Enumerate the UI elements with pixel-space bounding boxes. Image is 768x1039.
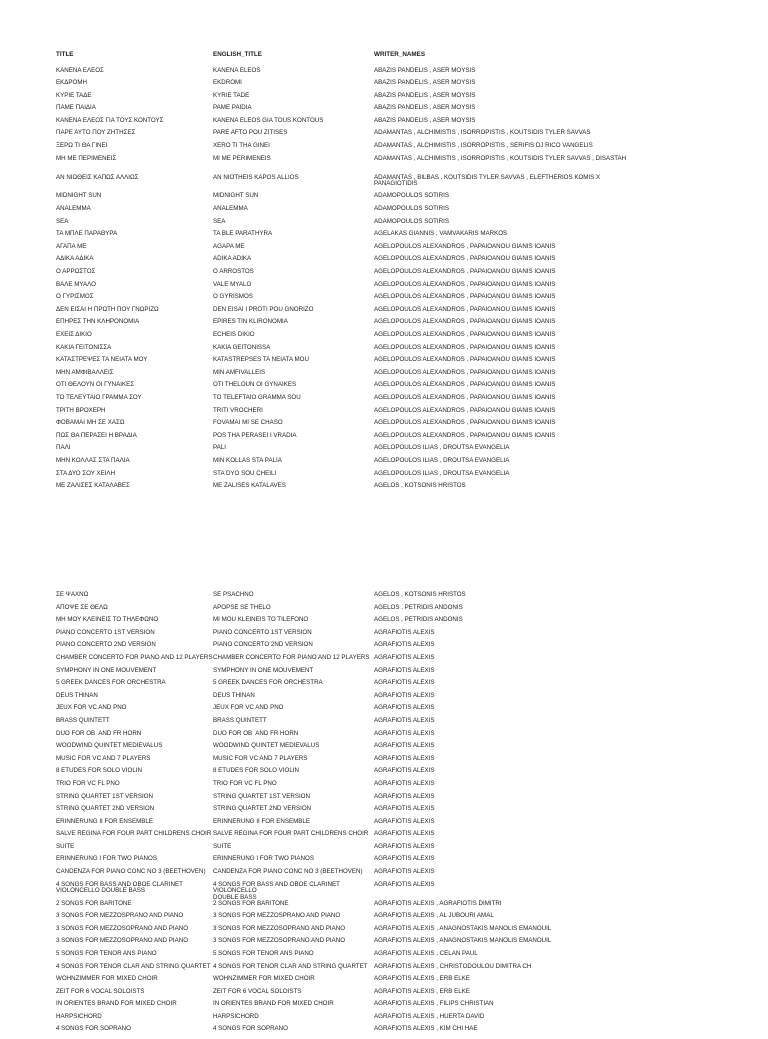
table-row	[56, 951, 756, 964]
title-cell: SUITE	[56, 842, 75, 850]
table-row	[56, 1001, 756, 1014]
writer-names-cell: ADAMOPOULOS SOTIRIS	[374, 205, 449, 213]
writer-names-cell: AGELOPOULOS ALEXANDROS , PAPAIOANOU GIANIS IOANIS	[374, 368, 556, 376]
english-title-cell: ERINNERUNG II FOR ENSEMBLE	[213, 817, 310, 825]
english-title-cell: SALVE REGINA FOR FOUR PART CHILDRENS CHOIR	[213, 830, 369, 838]
writer-names-cell: AGRAFIOTIS ALEXIS , CHRISTODOULOU DIMITRA CH	[374, 962, 532, 970]
table-row	[56, 332, 756, 345]
title-cell: 5 SONGS FOR TENOR ANS PIANO	[56, 949, 157, 957]
writer-names-cell: AGRAFIOTIS ALEXIS , AGRAFIOTIS DIMITRI	[374, 899, 502, 907]
title-cell: ΒΑΛΕ ΜΥΑΛΟ	[56, 280, 96, 288]
table-row	[56, 294, 756, 307]
english-title-cell: PARE AFTO POU ZITISES	[213, 129, 288, 137]
title-cell: ΚΑΚΙΑ ΓΕΙΤΟΝΙΣΣΑ	[56, 343, 112, 351]
english-title-cell: TO TELEFTAIO GRAMMA SOU	[213, 393, 301, 401]
english-title-cell: FOVAMAI MI SE CHASO	[213, 419, 283, 427]
title-cell: ΚΑΤΑΣΤΡΕΨΕΣ ΤΑ ΝΕΙΑΤΑ ΜΟΥ	[56, 356, 148, 364]
writer-names-cell: AGELOPOULOS ALEXANDROS , PAPAIOANOU GIANIS IOANIS	[374, 431, 556, 439]
title-cell: ΤΡΙΤΗ ΒΡΟΧΕΡΗ	[56, 406, 106, 414]
english-title-cell: TRIO FOR VC FL PNO	[213, 779, 277, 787]
title-cell: HARPSICHORD	[56, 1012, 102, 1020]
title-cell: SALVE REGINA FOR FOUR PART CHILDRENS CHOIR	[56, 830, 212, 838]
writer-names-cell: ADAMOPOULOS SOTIRIS	[374, 217, 449, 225]
writer-names-cell: AGRAFIOTIS ALEXIS	[374, 729, 435, 737]
writer-names-cell: AGRAFIOTIS ALEXIS	[374, 742, 435, 750]
table-row	[56, 680, 756, 693]
table-row	[56, 781, 756, 794]
english-title-cell: ANALEMMA	[213, 205, 248, 213]
english-title-cell: MUSIC FOR VC AND 7 PLAYERS	[213, 754, 308, 762]
english-title-cell: AGAPA ME	[213, 242, 245, 250]
title-cell: ΔΕΝ ΕΙΣΑΙ Η ΠΡΩΤΗ ΠΟΥ ΓΝΩΡΙΖΩ	[56, 305, 159, 313]
table-row	[56, 80, 756, 93]
english-title-cell: MI MOU KLEINEIS TO TILEFONO	[213, 616, 309, 624]
title-cell: 4 SONGS FOR TENOR CLAR AND STRING QUARTET	[56, 962, 211, 970]
writer-names-cell: AGRAFIOTIS ALEXIS	[374, 842, 435, 850]
writer-names-cell: AGELOS , PETRIDIS ANDONIS	[374, 603, 463, 611]
table-row	[56, 831, 756, 844]
english-title-cell: ADIKA ADIKA	[213, 255, 252, 263]
english-title-cell: STA DYO SOU CHEILI	[213, 469, 277, 477]
table-row	[56, 655, 756, 668]
writer-names-cell: AGRAFIOTIS ALEXIS	[374, 868, 435, 876]
writer-names-cell: ABAZIS PANDELIS , ASER MOYSIS	[374, 116, 476, 124]
english-title-cell: DEUS THINAN	[213, 691, 255, 699]
title-cell: STRING QUARTET 2ND VERSION	[56, 805, 155, 813]
table-row	[56, 592, 756, 605]
title-cell: WOODWIND QUINTET MEDIEVALUS	[56, 742, 163, 750]
writer-names-cell: AGELOPOULOS ALEXANDROS , PAPAIOANOU GIANIS IOANIS	[374, 406, 556, 414]
table-row	[56, 156, 756, 175]
english-title-cell: MI ME PERIMENEIS	[213, 154, 271, 162]
records-table-bottom	[56, 592, 756, 1039]
english-title-cell: XERO TI THA GINEI	[213, 142, 270, 150]
writer-names-cell: AGRAFIOTIS ALEXIS , ERB ELKE	[374, 975, 470, 983]
title-cell: ΤΑ ΜΠΛΕ ΠΑΡΑΘΥΡΑ	[56, 230, 118, 238]
table-row	[56, 869, 756, 882]
writer-names-cell: AGRAFIOTIS ALEXIS , KIM CHI HAE	[374, 1025, 478, 1033]
english-title-cell: SE PSACHNO	[213, 591, 254, 598]
title-cell: TRIO FOR VC FL PNO	[56, 779, 120, 787]
title-cell: ΑΔΙΚΑ ΑΔΙΚΑ	[56, 255, 94, 263]
english-title-cell: CHAMBER CONCERTO FOR PIANO AND 12 PLAYERS	[213, 653, 370, 661]
english-title-cell: MIDNIGHT SUN	[213, 192, 259, 200]
writer-names-cell: ADAMANTAS , BILBAS , KOUTSIDIS TYLER SAVVAS , ELEFTHERIOS KOMIS X PANAGIOTIDIS	[374, 173, 601, 188]
title-cell: ΜΗΝ ΑΜΦΙΒΑΛΛΕΙΣ	[56, 368, 114, 376]
english-title-cell: 5 SONGS FOR TENOR ANS PIANO	[213, 949, 314, 957]
title-cell: ΕΚΔΡΟΜΗ	[56, 79, 87, 87]
writer-names-cell: AGELOS , PETRIDIS ANDONIS	[374, 616, 463, 624]
title-cell: STRING QUARTET 1ST VERSION	[56, 792, 153, 800]
writer-names-cell: AGRAFIOTIS ALEXIS	[374, 653, 435, 661]
writer-names-cell: AGRAFIOTIS ALEXIS , AL JUBOURI AMAL	[374, 912, 494, 920]
title-cell: ΠΑΡΕ ΑΥΤΟ ΠΟΥ ΖΗΤΗΣΕΣ	[56, 129, 136, 137]
writer-names-cell: AGRAFIOTIS ALEXIS , ANAGNOSTAKIS MANOLIS EMANOUIL	[374, 937, 552, 945]
title-cell: ERINNERUNG I FOR TWO PIANOS	[56, 855, 157, 863]
table-row	[56, 395, 756, 408]
title-cell: ΚΑΝΕΝΑ ΕΛΕΟΣ ΓΙΑ ΤΟΥΣ ΚΟΝΤΟΥΣ	[56, 116, 164, 124]
english-title-cell: STRING QUARTET 2ND VERSION	[213, 805, 312, 813]
english-title-cell: KANENA ELEOS GIA TOUS KONTOUS	[213, 116, 324, 124]
title-cell: 2 SONGS FOR BARITONE	[56, 899, 132, 907]
title-cell: ΕΧΕΙΣ ΔΙΚΙΟ	[56, 330, 92, 338]
title-cell: ΤΟ ΤΕΛΕΥΤΑΙΟ ΓΡΑΜΜΑ ΣΟΥ	[56, 393, 142, 401]
english-title-cell: KATASTREPSES TA NEIATA MOU	[213, 356, 309, 364]
table-row	[56, 976, 756, 989]
writer-names-cell: AGRAFIOTIS ALEXIS , ERB ELKE	[374, 987, 470, 995]
header-english-title: ENGLISH_TITLE	[213, 51, 262, 58]
table-row	[56, 206, 756, 219]
english-title-cell: 4 SONGS FOR SOPRANO	[213, 1025, 288, 1033]
title-cell: MUSIC FOR VC AND 7 PLAYERS	[56, 754, 151, 762]
table-row	[56, 743, 756, 756]
table-row	[56, 483, 756, 496]
title-cell: JEUX FOR VC AND PNO	[56, 704, 127, 712]
table-row	[56, 269, 756, 282]
title-cell: PIANO CONCERTO 1ST VERSION	[56, 628, 155, 636]
english-title-cell: EPIRES TIN KLIRONOMIA	[213, 318, 288, 326]
writer-names-cell: ADAMOPOULOS SOTIRIS	[374, 192, 449, 200]
title-cell: ΞΕΡΩ ΤΙ ΘΑ ΓΙΝΕΙ	[56, 142, 108, 150]
writer-names-cell: AGELOPOULOS ILIAS , DROUTSA EVANGELIA	[374, 469, 510, 477]
english-title-cell: 5 GREEK DANCES FOR ORCHESTRA	[213, 679, 323, 687]
english-title-cell: DEN EISAI I PROTI POU GNORIZO	[213, 305, 314, 313]
english-title-cell: ME ZALISES KATALAVES	[213, 482, 286, 490]
writer-names-cell: AGELOPOULOS ALEXANDROS , PAPAIOANOU GIANIS IOANIS	[374, 255, 556, 263]
english-title-cell: CANDENZA FOR PIANO CONC NO 3 (BEETHOVEN)	[213, 868, 363, 876]
writer-names-cell: AGRAFIOTIS ALEXIS , ANAGNOSTAKIS MANOLIS EMANOUIL	[374, 924, 552, 932]
title-cell: 3 SONGS FOR MEZZOSOPRANO AND PIANO	[56, 937, 189, 945]
title-cell: ΑΝ ΝΙΩΘΕΙΣ ΚΑΠΩΣ ΑΛΛΙΩΣ	[56, 173, 139, 181]
writer-names-cell: AGRAFIOTIS ALEXIS	[374, 779, 435, 787]
title-cell: MIDNIGHT SUN	[56, 192, 102, 200]
english-title-cell: 4 SONGS FOR TENOR CLAR AND STRING QUARTET	[213, 962, 368, 970]
english-title-cell: VALE MYALO	[213, 280, 252, 288]
writer-names-cell: AGRAFIOTIS ALEXIS	[374, 754, 435, 762]
english-title-cell: MIN KOLLAS STA PALIA	[213, 456, 282, 464]
title-cell: CANDENZA FOR PIANO CONC NO 3 (BEETHOVEN)	[56, 868, 206, 876]
writer-names-cell: AGRAFIOTIS ALEXIS	[374, 792, 435, 800]
title-cell: ΜΕ ΖΑΛΙΣΕΣ ΚΑΤΑΛΑΒΕΣ	[56, 482, 130, 490]
writer-names-cell: AGELOPOULOS ALEXANDROS , PAPAIOANOU GIANIS IOANIS	[374, 343, 556, 351]
title-cell: ΦΟΒΑΜΑΙ ΜΗ ΣΕ ΧΑΣΩ	[56, 419, 125, 427]
writer-names-cell: AGRAFIOTIS ALEXIS	[374, 704, 435, 712]
table-row	[56, 357, 756, 370]
english-title-cell: OTI THELOUN OI GYNAIKES	[213, 381, 297, 389]
title-cell: ΠΑΛΙ	[56, 444, 71, 452]
title-cell: IN ORIENTES BRAND FOR MIXED CHOIR	[56, 1000, 177, 1008]
english-title-cell: IN ORIENTES BRAND FOR MIXED CHOIR	[213, 1000, 334, 1008]
title-cell: 8 ETUDES FOR SOLO VIOLIN	[56, 767, 142, 775]
title-cell: BRASS QUINTETT	[56, 716, 110, 724]
writer-names-cell: AGELOPOULOS ALEXANDROS , PAPAIOANOU GIANIS IOANIS	[374, 268, 556, 275]
english-title-cell: EKDROMI	[213, 79, 242, 87]
title-cell: 5 GREEK DANCES FOR ORCHESTRA	[56, 679, 166, 687]
english-title-cell: MIN AMFIVALLEIS	[213, 368, 266, 376]
writer-names-cell: AGRAFIOTIS ALEXIS	[374, 666, 435, 674]
writer-names-cell: AGRAFIOTIS ALEXIS , HUERTA DAVID	[374, 1012, 485, 1020]
table-row	[56, 458, 756, 471]
writer-names-cell: AGELOS , KOTSONIS HRISTOS	[374, 591, 466, 598]
writer-names-cell: ABAZIS PANDELIS , ASER MOYSIS	[374, 66, 476, 74]
english-title-cell: TRITI VROCHERI	[213, 406, 263, 414]
title-cell: ΟΤΙ ΘΕΛΟΥΝ ΟΙ ΓΥΝΑΙΚΕΣ	[56, 381, 135, 389]
english-title-cell: 8 ETUDES FOR SOLO VIOLIN	[213, 767, 299, 775]
writer-names-cell: AGRAFIOTIS ALEXIS	[374, 716, 435, 724]
table-row	[56, 1026, 756, 1039]
writer-names-cell: AGRAFIOTIS ALEXIS , CELAN PAUL	[374, 949, 478, 957]
table-row	[56, 718, 756, 731]
writer-names-cell: AGRAFIOTIS ALEXIS	[374, 817, 435, 825]
title-cell: ERINNERUNG II FOR ENSEMBLE	[56, 817, 153, 825]
english-title-cell: AN NIOTHEIS KAPOS ALLIOS	[213, 173, 299, 181]
writer-names-cell: AGELOPOULOS ALEXANDROS , PAPAIOANOU GIANIS IOANIS	[374, 318, 556, 326]
writer-names-cell: AGRAFIOTIS ALEXIS , FILIPS CHRISTIAN	[374, 1000, 494, 1008]
table-row	[56, 143, 756, 156]
writer-names-cell: AGRAFIOTIS ALEXIS	[374, 855, 435, 863]
english-title-cell: 3 SONGS FOR MEZZOSOPRANO AND PIANO	[213, 937, 346, 945]
english-title-cell: ECHEIS DIKIO	[213, 330, 255, 338]
english-title-cell: WOHNZIMMER FOR MIXED CHOIR	[213, 975, 315, 983]
title-cell: ΜΗ ΜΟΥ ΚΛΕΙΝΕΙΣ ΤΟ ΤΗΛΕΦΩΝΟ	[56, 616, 159, 624]
writer-names-cell: AGRAFIOTIS ALEXIS	[374, 628, 435, 636]
english-title-cell: KAKIA GEITONISSA	[213, 343, 271, 351]
english-title-cell: PIANO CONCERTO 2ND VERSION	[213, 641, 313, 649]
table-header	[56, 52, 756, 68]
english-title-cell: KYRIE TADE	[213, 91, 250, 99]
writer-names-cell: AGELOPOULOS ILIAS , DROUTSA EVANGELIA	[374, 456, 510, 464]
title-cell: CHAMBER CONCERTO FOR PIANO AND 12 PLAYERS	[56, 653, 213, 661]
title-cell: ΠΑΜΕ ΠΑΙΔΙΑ	[56, 104, 96, 112]
writer-names-cell: AGELOPOULOS ALEXANDROS , PAPAIOANOU GIANIS IOANIS	[374, 305, 556, 313]
writer-names-cell: AGELOPOULOS ALEXANDROS , PAPAIOANOU GIANIS IOANIS	[374, 242, 556, 250]
english-title-cell: 3 SONGS FOR MEZZOSPRANO AND PIANO	[213, 912, 341, 920]
title-cell: 4 SONGS FOR BASS AND OBOE CLARINET VIOLONCELLO DOUBLE BASS	[56, 880, 183, 895]
title-cell: SEA	[56, 217, 69, 225]
header-writer-names: WRITER_NAMES	[374, 51, 426, 58]
english-title-cell: KANENA ELEOS	[213, 66, 261, 74]
title-cell: ΜΗ ΜΕ ΠΕΡΙΜΕΝΕΙΣ	[56, 154, 117, 162]
writer-names-cell: AGELOPOULOS ALEXANDROS , PAPAIOANOU GIANIS IOANIS	[374, 356, 556, 364]
writer-names-cell: ABAZIS PANDELIS , ASER MOYSIS	[374, 79, 476, 87]
writer-names-cell: ADAMANTAS , ALCHIMISTIS , ISORROPISTIS , SERIFIS DJ RICO VANGELIS	[374, 142, 593, 150]
title-cell: WOHNZIMMER FOR MIXED CHOIR	[56, 975, 158, 983]
english-title-cell: PIANO CONCERTO 1ST VERSION	[213, 628, 312, 636]
english-title-cell: TA BLE PARATHYRA	[213, 230, 273, 238]
title-cell: ΚΥΡΙΕ ΤΑΔΕ	[56, 91, 92, 99]
title-cell: ANALEMMA	[56, 205, 91, 213]
english-title-cell: APOPSE SE THELO	[213, 603, 271, 611]
writer-names-cell: ABAZIS PANDELIS , ASER MOYSIS	[374, 91, 476, 99]
title-cell: PIANO CONCERTO 2ND VERSION	[56, 641, 156, 649]
english-title-cell: SEA	[213, 217, 226, 225]
title-cell: Ο ΑΡΡΩΣΤΟΣ	[56, 268, 96, 275]
english-title-cell: JEUX FOR VC AND PNO	[213, 704, 284, 712]
table-row	[56, 175, 756, 194]
writer-names-cell: ADAMANTAS , ALCHIMISTIS , ISORROPISTIS , KOUTSIDIS TYLER SAVVAS	[374, 129, 591, 137]
writer-names-cell: AGELOPOULOS ILIAS , DROUTSA EVANGELIA	[374, 444, 510, 452]
writer-names-cell: AGRAFIOTIS ALEXIS	[374, 679, 435, 687]
writer-names-cell: ADAMANTAS , ALCHIMISTIS , ISORROPISTIS , KOUTSIDIS TYLER SAVVAS , DISASTAH	[374, 154, 627, 162]
writer-names-cell: ABAZIS PANDELIS , ASER MOYSIS	[374, 104, 476, 112]
english-title-cell: POS THA PERASEI I VRADIA	[213, 431, 297, 439]
writer-names-cell: AGELOPOULOS ALEXANDROS , PAPAIOANOU GIANIS IOANIS	[374, 293, 556, 301]
english-title-cell: HARPSICHORD	[213, 1012, 259, 1020]
english-title-cell: ERINNERUNG I FOR TWO PIANOS	[213, 855, 314, 863]
header-title: TITLE	[56, 51, 74, 58]
title-cell: ΣΕ ΨΑΧΝΩ	[56, 591, 89, 598]
title-cell: ΕΠΗΡΕΣ ΤΗΝ ΚΛΗΡΟΝΟΜΙΑ	[56, 318, 140, 326]
english-title-cell: PAME PAIDIA	[213, 104, 252, 112]
writer-names-cell: AGELOPOULOS ALEXANDROS , PAPAIOANOU GIANIS IOANIS	[374, 419, 556, 427]
english-title-cell: 3 SONGS FOR MEZZOSOPRANO AND PIANO	[213, 924, 346, 932]
writer-names-cell: AGRAFIOTIS ALEXIS	[374, 641, 435, 649]
table-row	[56, 806, 756, 819]
title-cell: ΑΓΑΠΑ ΜΕ	[56, 242, 87, 250]
writer-names-cell: AGELOPOULOS ALEXANDROS , PAPAIOANOU GIANIS IOANIS	[374, 381, 556, 389]
english-title-cell: PALI	[213, 444, 226, 452]
english-title-cell: SYMPHONY IN ONE MOUVEMENT	[213, 666, 314, 674]
writer-names-cell: AGRAFIOTIS ALEXIS	[374, 767, 435, 775]
english-title-cell: STRING QUARTET 1ST VERSION	[213, 792, 310, 800]
english-title-cell: BRASS QUINTETT	[213, 716, 267, 724]
table-row	[56, 617, 756, 630]
table-row	[56, 913, 756, 926]
title-cell: DUO FOR OB AND FR HORN	[56, 729, 142, 737]
title-cell: SYMPHONY IN ONE MOUVEMENT	[56, 666, 157, 674]
records-table-top	[56, 52, 756, 496]
writer-names-cell: AGRAFIOTIS ALEXIS	[374, 691, 435, 699]
english-title-cell: O ARROSTOS	[213, 268, 254, 275]
english-title-cell: WOODWIND QUINTET MEDIEVALUS	[213, 742, 320, 750]
table-row	[56, 420, 756, 433]
title-cell: 4 SONGS FOR SOPRANO	[56, 1025, 131, 1033]
title-cell: Ο ΓΥΡΙΣΜΟΣ	[56, 293, 94, 301]
title-cell: ΚΑΝΕΝΑ ΕΛΕΟΣ	[56, 66, 104, 74]
writer-names-cell: AGELAKAS GIANNIS , VAMVAKARIS MARKOS	[374, 230, 508, 238]
title-cell: ΣΤΑ ΔΥΟ ΣΟΥ ΧΕΙΛΗ	[56, 469, 116, 477]
english-title-cell: O GYRISMOS	[213, 293, 253, 301]
writer-names-cell: AGRAFIOTIS ALEXIS	[374, 805, 435, 813]
table-row	[56, 882, 756, 901]
writer-names-cell: AGRAFIOTIS ALEXIS	[374, 880, 435, 888]
english-title-cell: 2 SONGS FOR BARITONE	[213, 899, 289, 907]
english-title-cell: DUO FOR OB AND FR HORN	[213, 729, 299, 737]
writer-names-cell: AGELOS , KOTSONIS HRISTOS	[374, 482, 466, 490]
title-cell: 3 SONGS FOR MEZZOSOPRANO AND PIANO	[56, 924, 189, 932]
title-cell: ΠΩΣ ΘΑ ΠΕΡΑΣΕΙ Η ΒΡΑΔΙΑ	[56, 431, 137, 439]
title-cell: ΑΠΟΨΕ ΣΕ ΘΕΛΩ	[56, 603, 108, 611]
writer-names-cell: AGELOPOULOS ALEXANDROS , PAPAIOANOU GIANIS IOANIS	[374, 393, 556, 401]
table-row	[56, 1014, 756, 1027]
english-title-cell: 4 SONGS FOR BASS AND OBOE CLARINET VIOLONCELLO DOUBLE BASS	[213, 880, 340, 902]
title-cell: 3 SONGS FOR MEZZOSPRANO AND PIANO	[56, 912, 184, 920]
writer-names-cell: AGELOPOULOS ALEXANDROS , PAPAIOANOU GIANIS IOANIS	[374, 330, 556, 338]
title-cell: DEUS THINAN	[56, 691, 98, 699]
writer-names-cell: AGELOPOULOS ALEXANDROS , PAPAIOANOU GIANIS IOANIS	[374, 280, 556, 288]
english-title-cell: ZEIT FOR 6 VOCAL SOLOISTS	[213, 987, 302, 995]
title-cell: ΜΗΝ ΚΟΛΛΑΣ ΣΤΑ ΠΑΛΙΑ	[56, 456, 130, 464]
english-title-cell: SUITE	[213, 842, 232, 850]
title-cell: ZEIT FOR 6 VOCAL SOLOISTS	[56, 987, 145, 995]
table-row	[56, 231, 756, 244]
writer-names-cell: AGRAFIOTIS ALEXIS	[374, 830, 435, 838]
table-row	[56, 105, 756, 118]
